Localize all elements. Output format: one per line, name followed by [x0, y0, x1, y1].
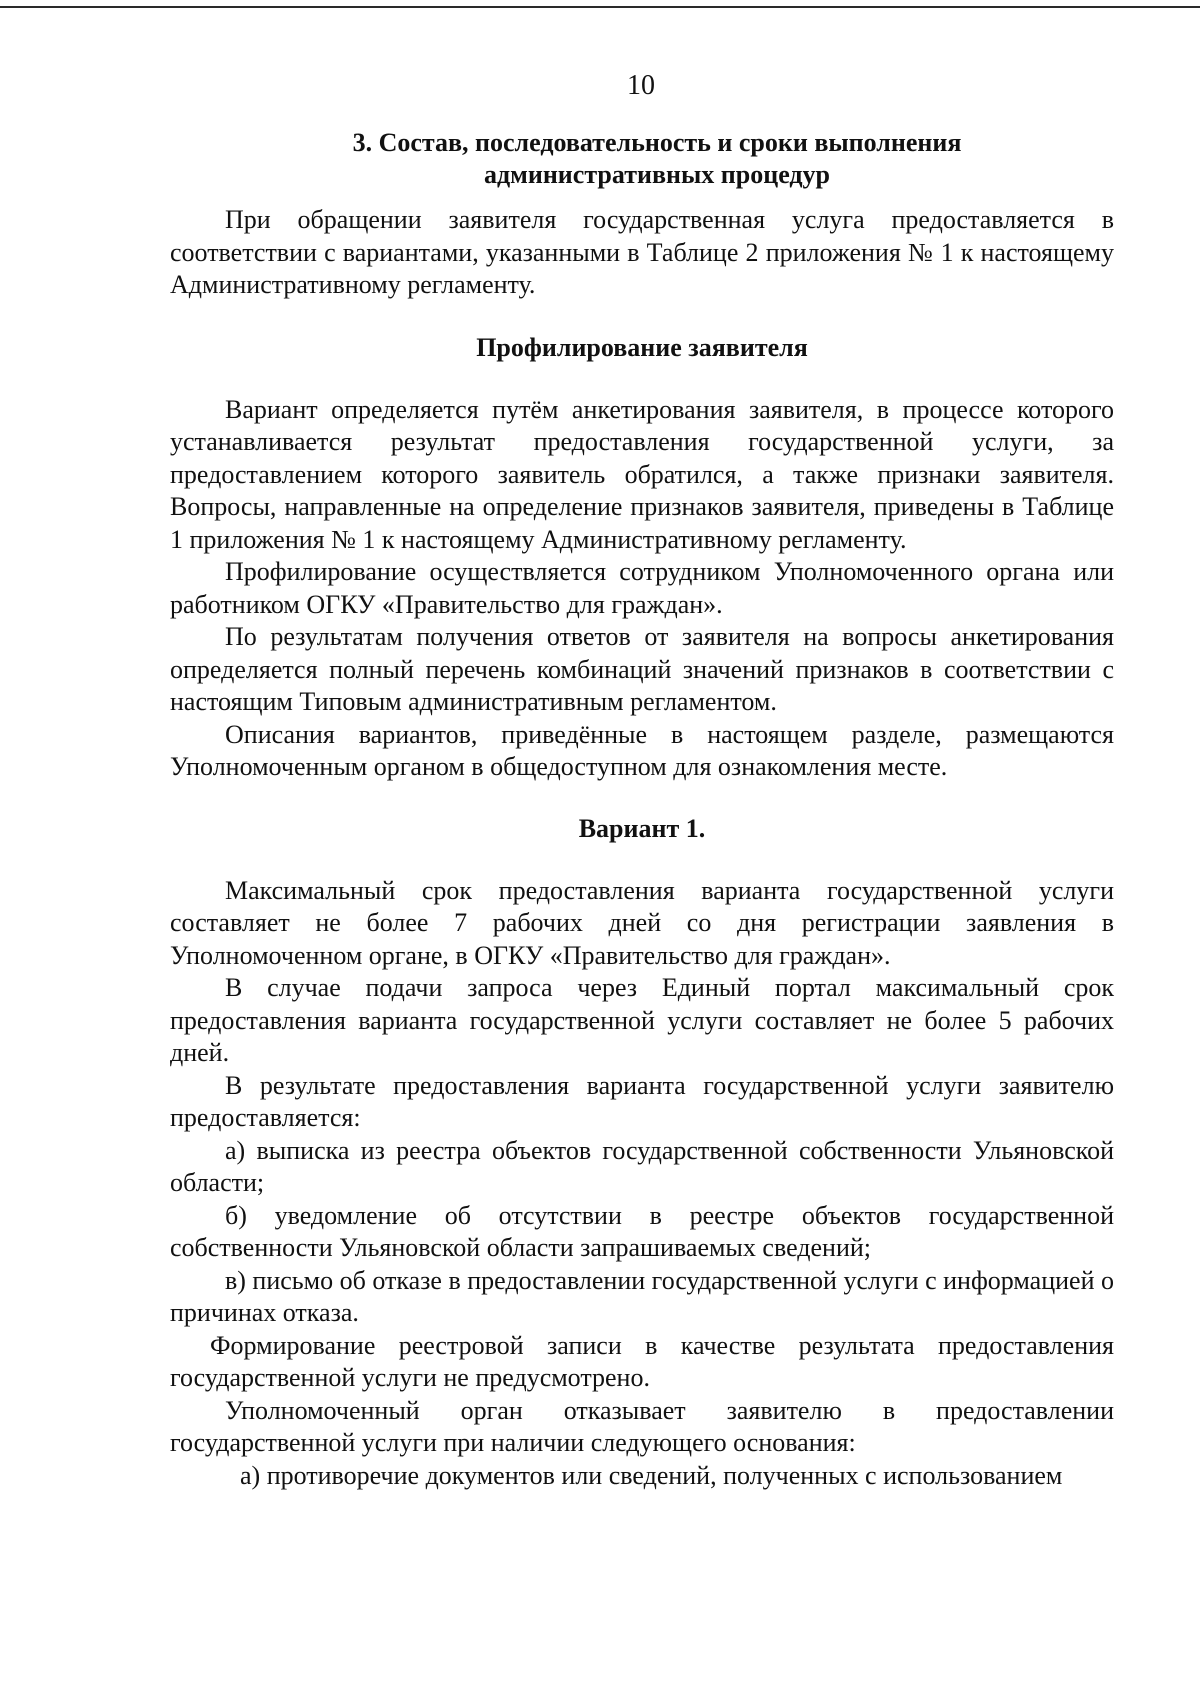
profiling-heading: Профилирование заявителя [476, 332, 808, 362]
variant-1-heading: Вариант 1. [578, 813, 706, 843]
profiling-paragraph-1: Вариант определяется путём анкетирования заявителя, в процессе которого устанавливается результат предоставления государственной услуги, за предоставлением которого заявитель обратился, а также признаки заявителя. Вопросы, направленные на определение признаков заявителя, приведены в Таблице 1 приложения № 1 к настоящему Административному регламенту. [170, 394, 1114, 554]
variant-1-paragraph-3: В результате предоставления варианта государственной услуги заявителю предоставляется: [170, 1070, 1114, 1132]
profiling-paragraph-2: Профилирование осуществляется сотрудником Уполномоченного органа или работником ОГКУ «Правительство для граждан». [170, 557, 1114, 619]
document-body [170, 127, 1114, 1492]
section-title-line-1: 3. Состав, последовательность и сроки выполнения [352, 128, 962, 157]
variant-1-paragraph-1: Максимальный срок предоставления варианта государственной услуги составляет не более 7 рабочих дней со дня регистрации заявления в Уполномоченном органе, в ОГКУ «Правительство для граждан». [170, 875, 1114, 970]
variant-1-paragraph-2: В случае подачи запроса через Единый портал максимальный срок предоставления варианта государственной услуги составляет не более 5 рабочих дней. [170, 973, 1114, 1067]
section-title-line-2: административных процедур [483, 160, 831, 189]
variant-1-paragraph-registry: Формирование реестровой записи в качестве результата предоставления государственной услуги не предусмотрено. [170, 1330, 1114, 1392]
section-title [170, 127, 1114, 191]
profiling-paragraph-3: По результатам получения ответов от заявителя на вопросы анкетирования определяется полный перечень комбинаций значений признаков в соответствии с настоящим Типовым административным регламентом. [170, 622, 1114, 716]
variant-1-list-item-b: б) уведомление об отсутствии в реестре объектов государственной собственности Ульяновской области запрашиваемых сведений; [170, 1200, 1114, 1262]
variant-1-list-item-c: в) письмо об отказе в предоставлении государственной услуги с информацией о причинах отказа. [170, 1265, 1114, 1327]
variant-1-list-item-a: а) выписка из реестра объектов государственной собственности Ульяновской области; [170, 1135, 1114, 1197]
intro-paragraph: При обращении заявителя государственная услуга предоставляется в соответствии с вариантами, указанными в Таблице 2 приложения № 1 к настоящему Административному регламенту. [170, 205, 1114, 299]
profiling-paragraph-4: Описания вариантов, приведённые в настоящем разделе, размещаются Уполномоченным органом в общедоступном для ознакомления месте. [170, 719, 1114, 781]
variant-1-refusal-item-a: а) противоречие документов или сведений, полученных с использованием [240, 1460, 1063, 1490]
page-number: 10 [627, 70, 655, 101]
top-border-line [0, 6, 1200, 8]
variant-1-paragraph-refusal: Уполномоченный орган отказывает заявителю в предоставлении государственной услуги при наличии следующего основания: [170, 1395, 1114, 1457]
